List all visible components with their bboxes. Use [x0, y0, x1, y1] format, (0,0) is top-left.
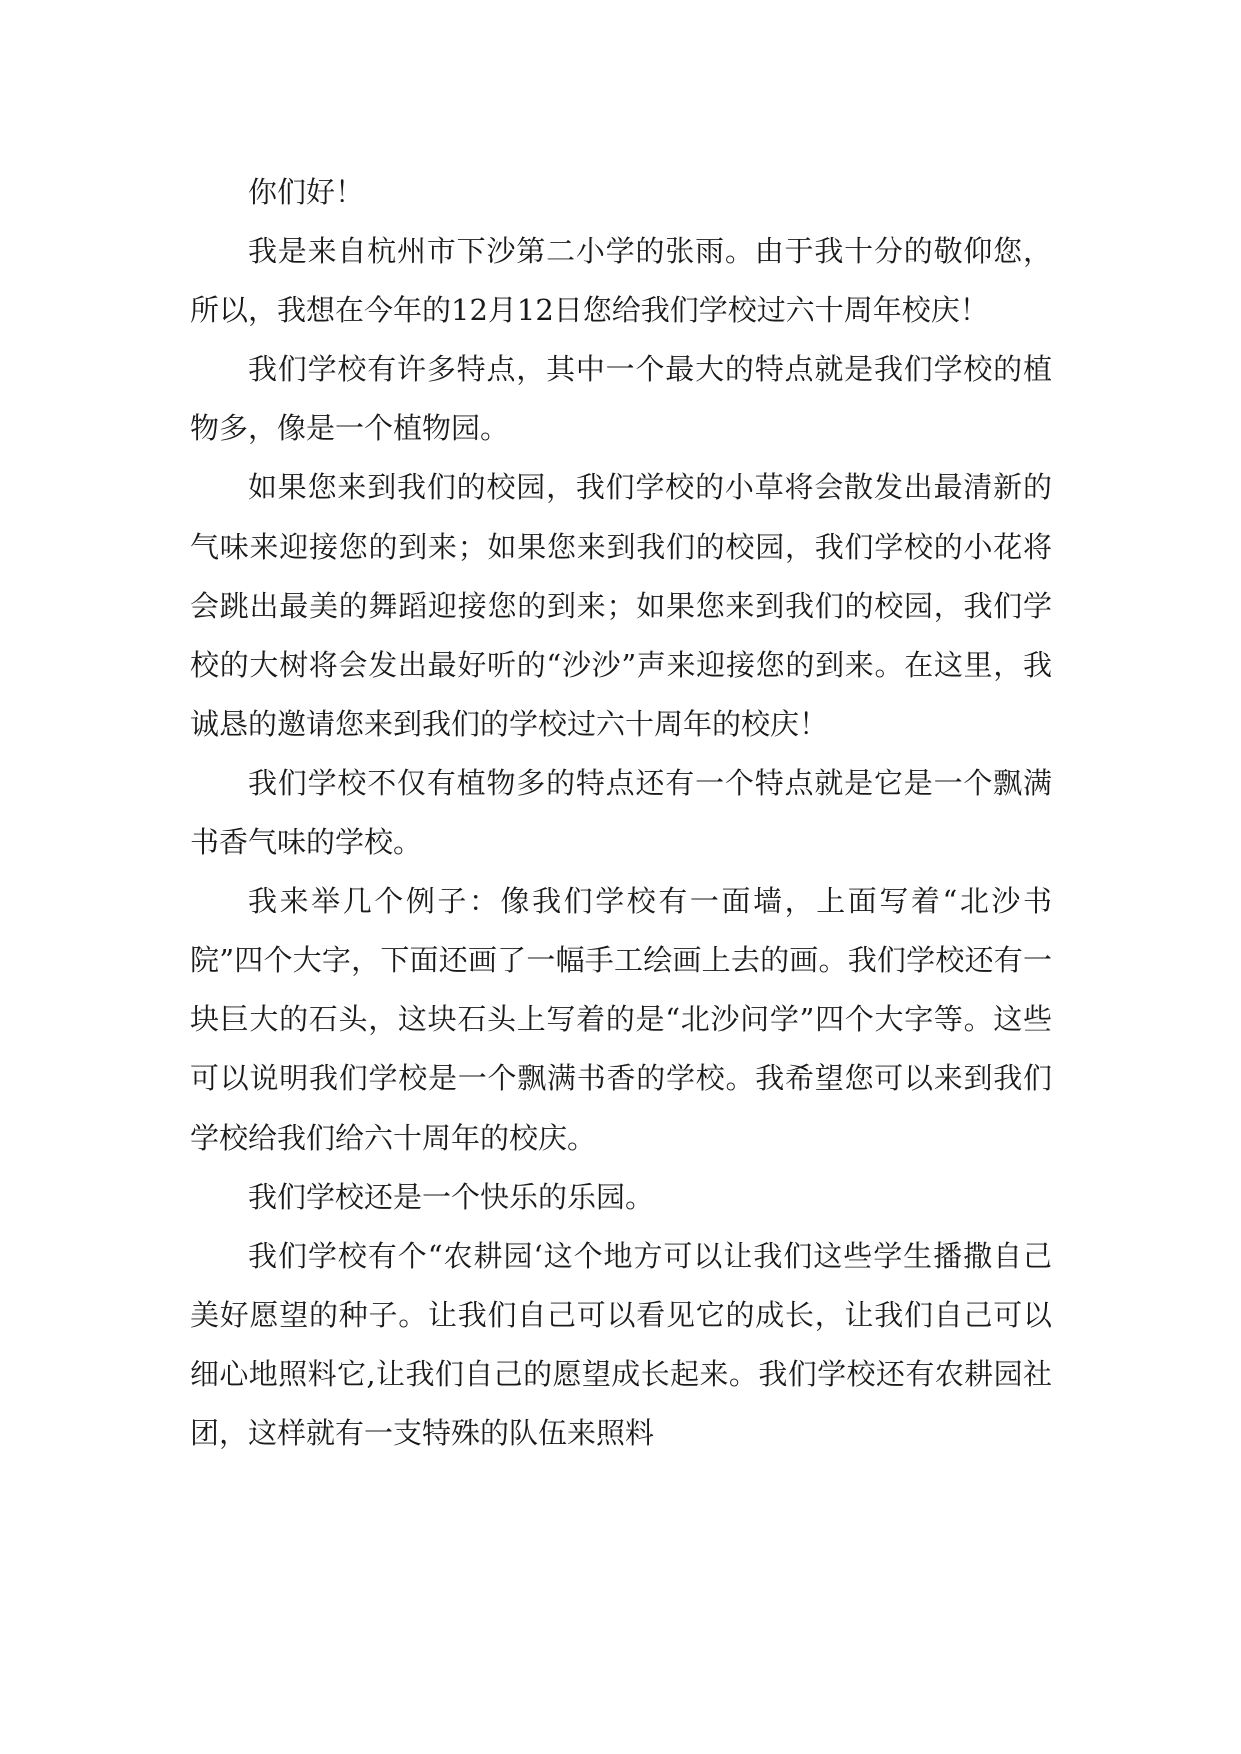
- paragraph-examples: 我来举几个例子：像我们学校有一面墙，上面写着“北沙书院”四个大字，下面还画了一幅手工绘画上去的画。我们学校还有一块巨大的石头，这块石头上写着的是“北沙问学”四个大字等。这些可以说明我们学校是一个飘满书香的学校。我希望您可以来到我们学校给我们给六十周年的校庆。: [190, 884, 1052, 1155]
- paragraph-happy-park: 我们学校还是一个快乐的乐园。: [248, 1179, 655, 1214]
- paragraph-campus-invitation: 如果您来到我们的校园，我们学校的小草将会散发出最清新的气味来迎接您的到来；如果您来到我们的校园，我们学校的小花将会跳出最美的舞蹈迎接您的到来；如果您来到我们的校园，我们学校的大树将会发出最好听的“沙沙”声来迎接您的到来。在这里，我诚恳的邀请您来到我们的学校过六十周年的校庆！: [190, 470, 1052, 741]
- paragraph-farming-garden: 我们学校有个“农耕园‘这个地方可以让我们这些学生播撒自己美好愿望的种子。让我们自己可以看见它的成长，让我们自己可以细心地照料它,让我们自己的愿望成长起来。我们学校还有农耕园社团，这样就有一支特殊的队伍来照料: [190, 1238, 1052, 1450]
- letter-body: [190, 163, 1052, 1463]
- paragraph-introduction: 我是来自杭州市下沙第二小学的张雨。由于我十分的敬仰您，所以，我想在今年的12月12日您给我们学校过六十周年校庆！: [190, 234, 1052, 328]
- paragraph-book-fragrance: 我们学校不仅有植物多的特点还有一个特点就是它是一个飘满书香气味的学校。: [190, 765, 1052, 860]
- paragraph-greeting: 你们好！: [248, 175, 365, 209]
- paragraph-school-features: 我们学校有许多特点，其中一个最大的特点就是我们学校的植物多，像是一个植物园。: [190, 352, 1052, 446]
